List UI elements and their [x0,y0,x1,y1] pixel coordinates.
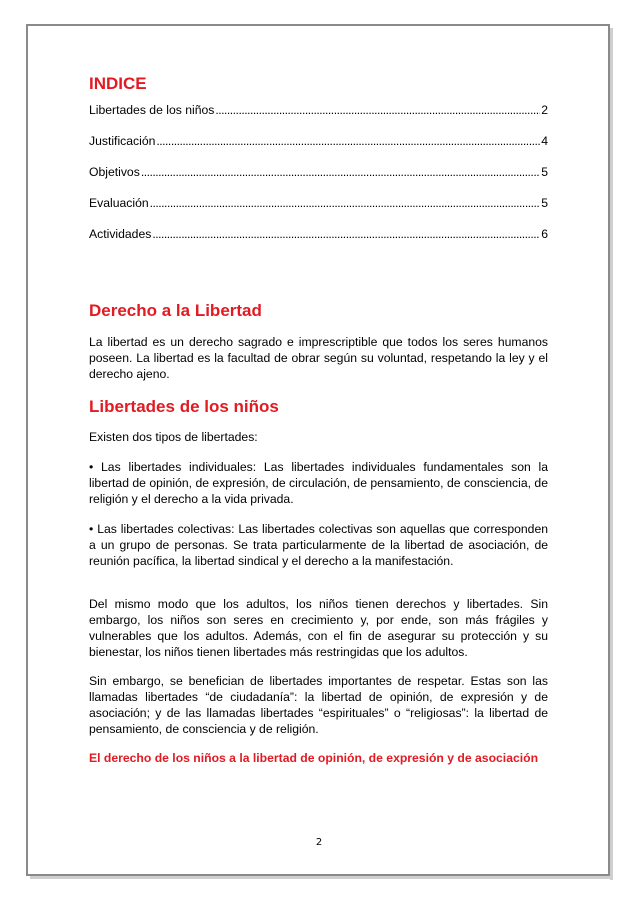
toc-item-page: 2 [541,103,548,117]
toc-item[interactable] [89,165,548,180]
toc-item-label: Justificación [89,134,156,148]
toc-item[interactable] [89,134,548,149]
page-content [89,74,548,766]
page-shadow-bottom [30,876,613,879]
toc-item-page: 5 [541,165,548,179]
page-number: 2 [315,837,323,848]
section-title-libertades-ninos: Libertades de los niños [89,397,279,416]
paragraph-libertades-individuales: • Las libertades individuales: Las libertades individuales fundamentales son la libertad de opinión, de expresión, de circulación, de pensamiento, de consciencia, de religión y el derecho a la vida privada. [89,460,548,506]
toc-item-page: 4 [541,134,548,148]
toc-item-label: Actividades [89,227,152,241]
table-of-contents [89,103,548,242]
paragraph-libertades-colectivas: • Las libertades colectivas: Las libertades colectivas son aquellas que corresponden a un grupo de personas. Se trata particularmente de la libertad de asociación, de reunión pacífica, la libertad sindical y el derecho a la manifestación. [89,522,548,568]
paragraph-derecho-libertad: La libertad es un derecho sagrado e imprescriptible que todos los seres humanos poseen. La libertad es la facultad de obrar según su voluntad, respetando la ley y el derecho ajeno. [89,335,548,381]
paragraph-ninos-derechos: Del mismo modo que los adultos, los niños tienen derechos y libertades. Sin embargo, los niños son seres en crecimiento y, por ende, son más frágiles y vulnerables que los adultos. Además, con el fin de asegurar su protección y su bienestar, los niños tienen libertades más restringidas que los adultos. [89,597,548,659]
toc-leader-dots [150,196,541,211]
toc-leader-dots [215,103,540,118]
paragraph-intro-tipos: Existen dos tipos de libertades: [89,430,258,444]
index-title: INDICE [89,74,147,93]
subheading-libertad-opinion: El derecho de los niños a la libertad de opinión, de expresión y de asociación [89,751,539,765]
toc-item-page: 6 [541,227,548,241]
toc-leader-dots [141,165,540,180]
toc-leader-dots [152,227,540,242]
paragraph-libertades-importantes: Sin embargo, se benefician de libertades importantes de respetar. Estas son las llamadas libertades “de ciudadanía”: la libertad de opinión, de expresión y de asociación; y de las llamadas libertades “espirituales” o “religiosas”: la libertad de pensamiento, de consciencia y de religión. [89,674,548,736]
page-shadow-right [610,28,613,880]
toc-item[interactable] [89,227,548,242]
toc-item-label: Libertades de los niños [89,103,215,117]
toc-item-label: Objetivos [89,165,140,179]
toc-item-label: Evaluación [89,196,149,210]
toc-leader-dots [156,134,540,149]
toc-item[interactable] [89,196,548,211]
toc-item-page: 5 [541,196,548,210]
toc-item[interactable] [89,103,548,118]
section-title-derecho-libertad: Derecho a la Libertad [89,301,262,320]
